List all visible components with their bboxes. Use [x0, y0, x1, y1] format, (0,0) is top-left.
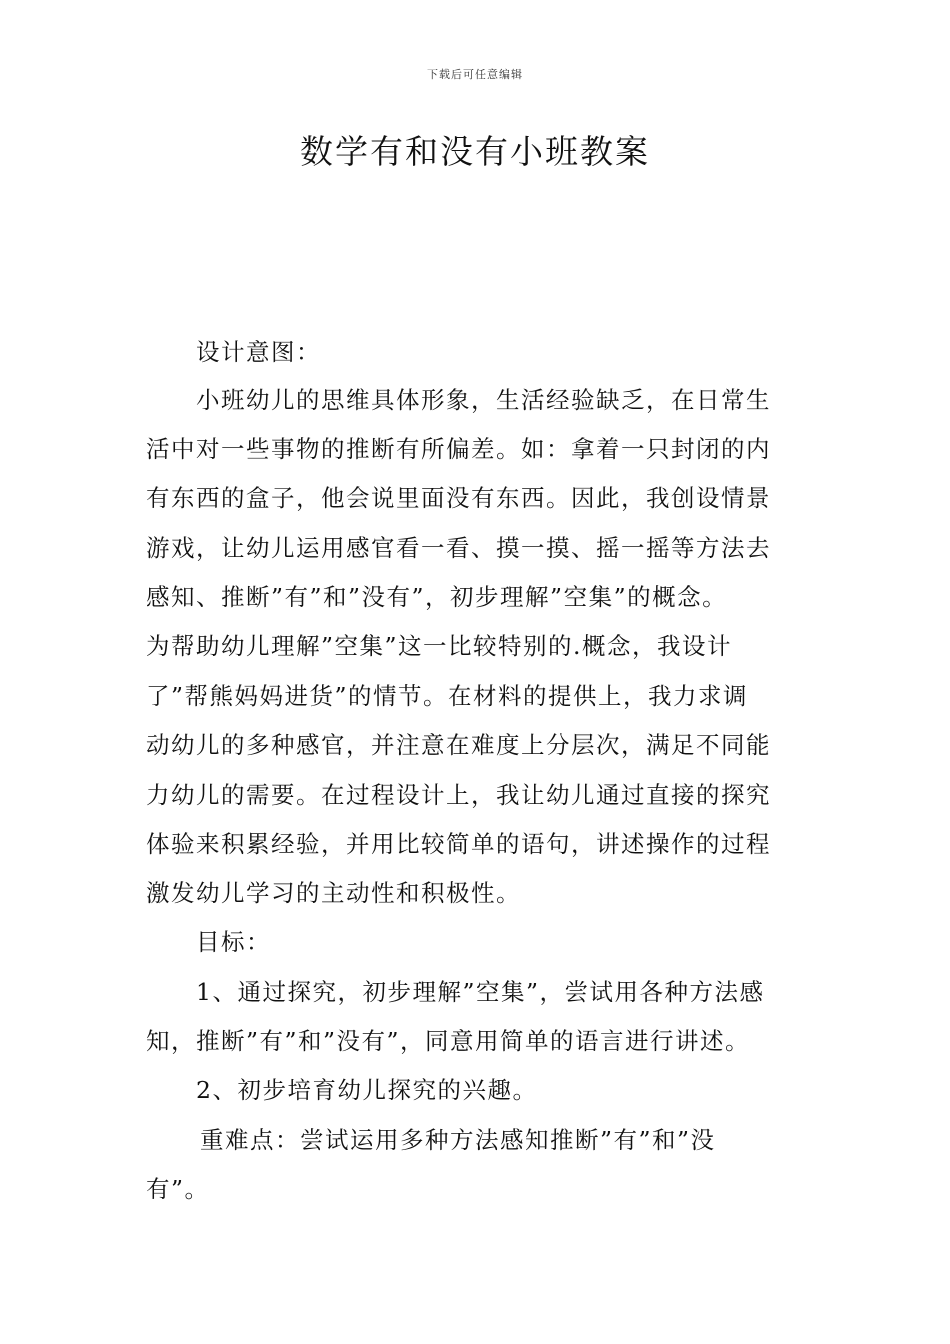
paragraph-line: 体验来积累经验，并用比较简单的语句，讲述操作的过程 [146, 830, 771, 858]
paragraph-line: 为帮助幼儿理解”空集”这一比较特别的.概念，我设计 [146, 632, 732, 660]
key-difficulty-line: 重难点：尝试运用多种方法感知推断”有”和”没 [200, 1126, 716, 1154]
paragraph-line: 感知、推断”有”和”没有”，初步理解”空集”的概念。 [146, 583, 728, 611]
paragraph-line: 游戏，让幼儿运用感官看一看、摸一摸、摇一摇等方法去 [146, 534, 771, 562]
paragraph-line: 有东西的盒子，他会说里面没有东西。因此，我创设情景 [146, 484, 771, 512]
goal-item-1: 1、通过探究，初步理解”空集”，尝试用各种方法感 [196, 978, 765, 1006]
goal-item-2: 2、初步培育幼儿探究的兴趣。 [196, 1076, 538, 1104]
paragraph-line: 力幼儿的需要。在过程设计上，我让幼儿通过直接的探究 [146, 781, 771, 809]
section-heading-design-intent: 设计意图： [196, 338, 321, 366]
key-difficulty-line-continued: 有”。 [146, 1175, 210, 1203]
document-title: 数学有和没有小班教案 [300, 132, 650, 171]
paragraph-line: 小班幼儿的思维具体形象，生活经验缺乏，在日常生 [196, 386, 771, 414]
paragraph-line: 动幼儿的多种感官，并注意在难度上分层次，满足不同能 [146, 731, 771, 759]
paragraph-line: 激发幼儿学习的主动性和积极性。 [146, 879, 521, 907]
section-heading-goals: 目标： [196, 928, 271, 956]
paragraph-line: 活中对一些事物的推断有所偏差。如：拿着一只封闭的内 [146, 435, 771, 463]
paragraph-line: 了”帮熊妈妈进货”的情节。在材料的提供上，我力求调 [146, 682, 749, 710]
header-note: 下载后可任意编辑 [427, 68, 523, 81]
goal-item-1-continued: 知，推断”有”和”没有”，同意用简单的语言进行讲述。 [146, 1027, 751, 1055]
